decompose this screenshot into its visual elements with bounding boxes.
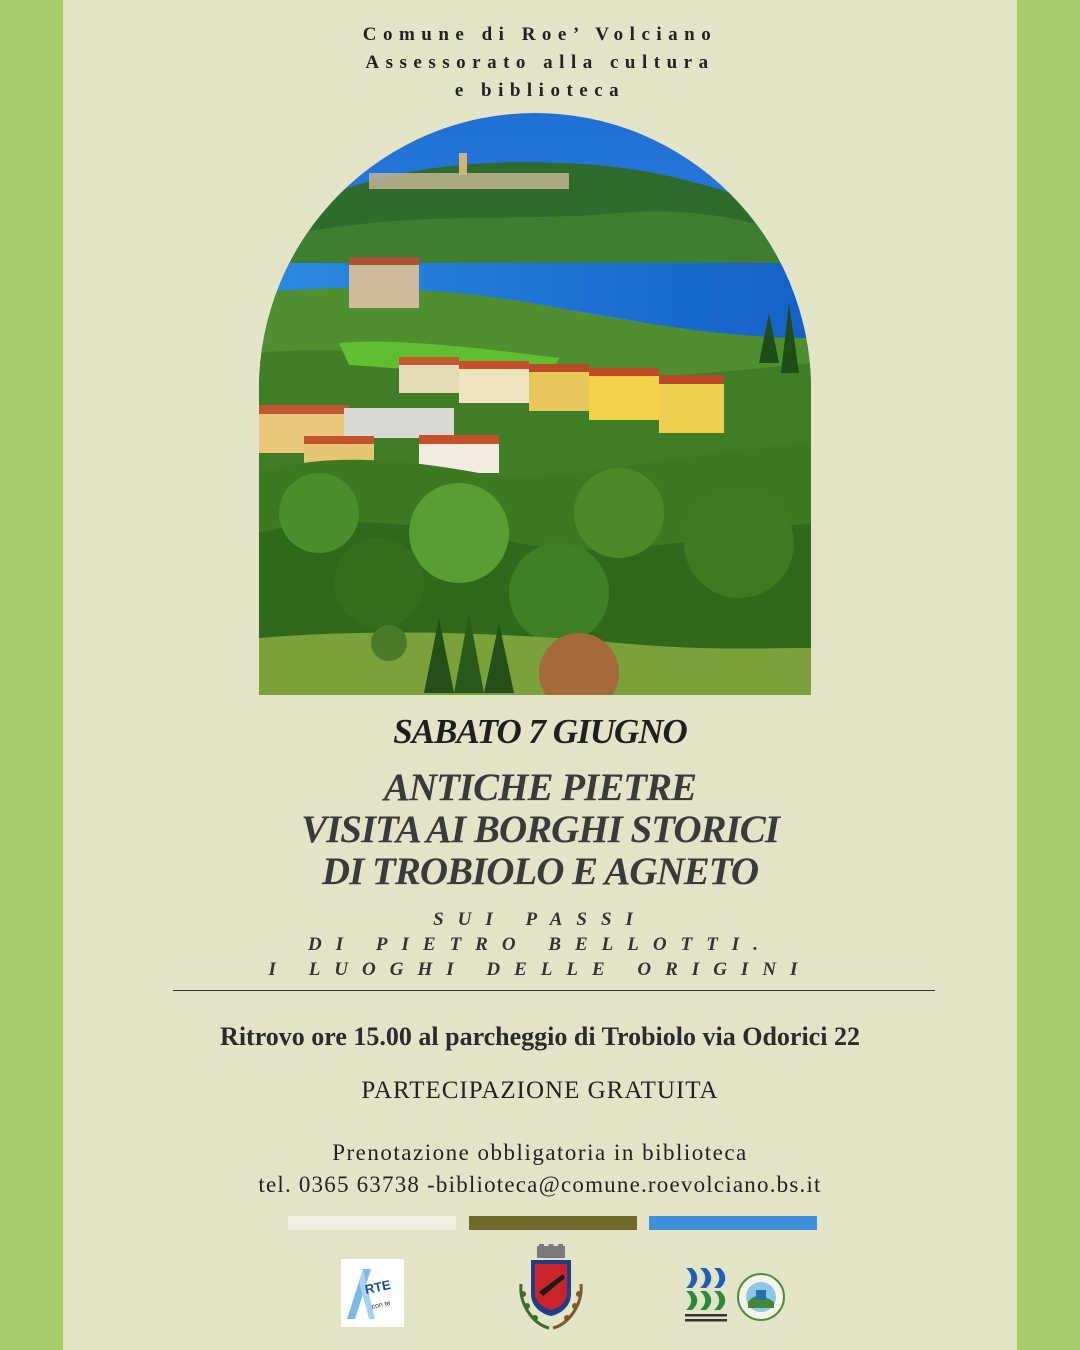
booking-note: Prenotazione obbligatoria in biblioteca [332, 1140, 748, 1165]
arte-logo-subtext: con te [371, 1300, 392, 1311]
sistema-bibliotecario-icon [736, 1272, 786, 1322]
event-title-line-2: VISITA AI BORGHI STORICI [301, 808, 779, 851]
participation-note: PARTECIPAZIONE GRATUITA [361, 1077, 719, 1104]
header-municipality: Comune di Roe’ Volciano [362, 24, 718, 45]
color-bar-olive [469, 1216, 637, 1230]
event-title-line-3: DI TROBIOLO E AGNETO [321, 850, 759, 893]
rete-bibliotecaria-icon [683, 1264, 729, 1326]
arte-logo-icon [341, 1259, 404, 1327]
event-subtitle-line-1: SUI PASSI [433, 909, 647, 930]
contact-info: tel. 0365 63738 -biblioteca@comune.roevolciano.bs.it [258, 1172, 822, 1197]
color-bar-cream [288, 1216, 456, 1230]
header-department: Assessorato alla cultura [365, 52, 715, 73]
color-bar-blue [649, 1216, 817, 1230]
village-landscape-image [259, 113, 811, 695]
landscape-photo [259, 113, 811, 695]
event-date: SABATO 7 GIUGNO [393, 712, 687, 751]
municipal-crest-icon [511, 1244, 591, 1334]
event-title-line-1: ANTICHE PIETRE [383, 766, 697, 809]
event-subtitle-line-3: I LUOGHI DELLE ORIGINI [268, 959, 812, 980]
header-library: e biblioteca [454, 80, 626, 101]
section-divider [173, 990, 935, 991]
meeting-point: Ritrovo ore 15.00 al parcheggio di Trobiolo via Odorici 22 [220, 1022, 860, 1051]
event-subtitle-line-2: DI PIETRO BELLOTTI. [308, 934, 772, 955]
arte-logo-text: RTE [363, 1277, 393, 1298]
poster [63, 0, 1017, 1350]
